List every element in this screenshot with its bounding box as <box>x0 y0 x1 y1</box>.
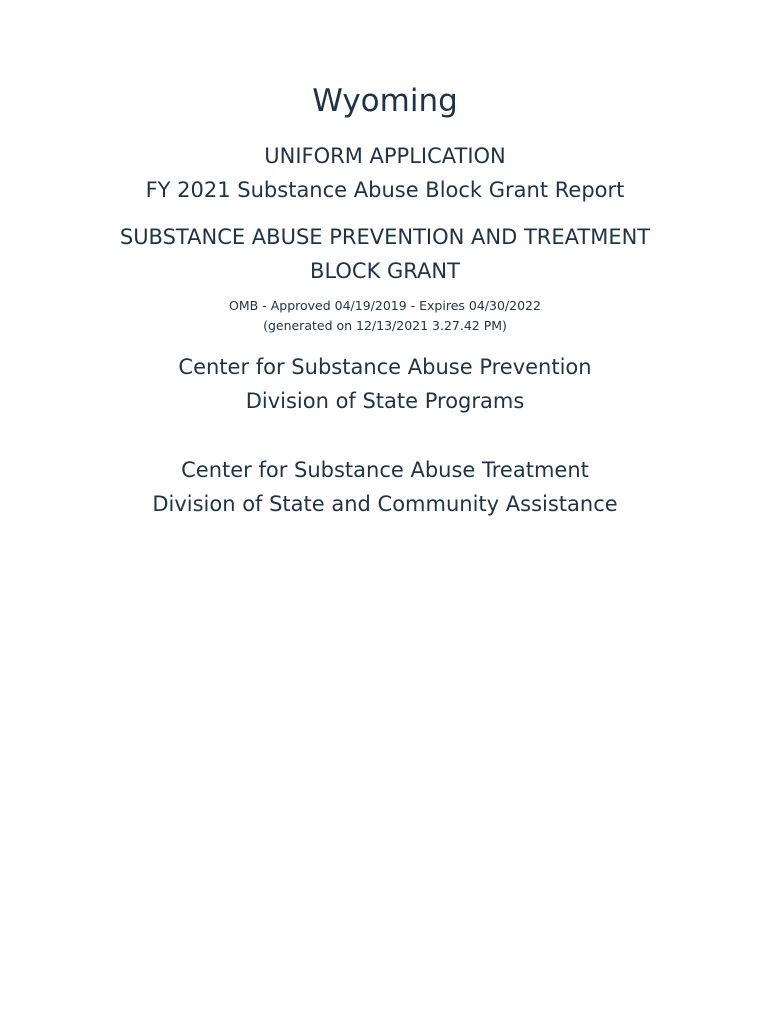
omb-approval-notice: OMB - Approved 04/19/2019 - Expires 04/30/2022 <box>229 298 541 313</box>
treatment-center-name: Center for Substance Abuse Treatment <box>181 458 589 482</box>
treatment-division-name: Division of State and Community Assistance <box>152 492 618 516</box>
report-title: FY 2021 Substance Abuse Block Grant Report <box>145 178 625 202</box>
program-title-line-1: SUBSTANCE ABUSE PREVENTION AND TREATMENT <box>119 225 651 249</box>
prevention-division-name: Division of State Programs <box>245 389 525 413</box>
application-title: UNIFORM APPLICATION <box>264 144 506 168</box>
generated-timestamp: (generated on 12/13/2021 3.27.42 PM) <box>263 318 507 333</box>
state-title: Wyoming <box>312 83 458 119</box>
prevention-center-name: Center for Substance Abuse Prevention <box>178 355 592 379</box>
program-title-line-2: BLOCK GRANT <box>310 259 460 283</box>
